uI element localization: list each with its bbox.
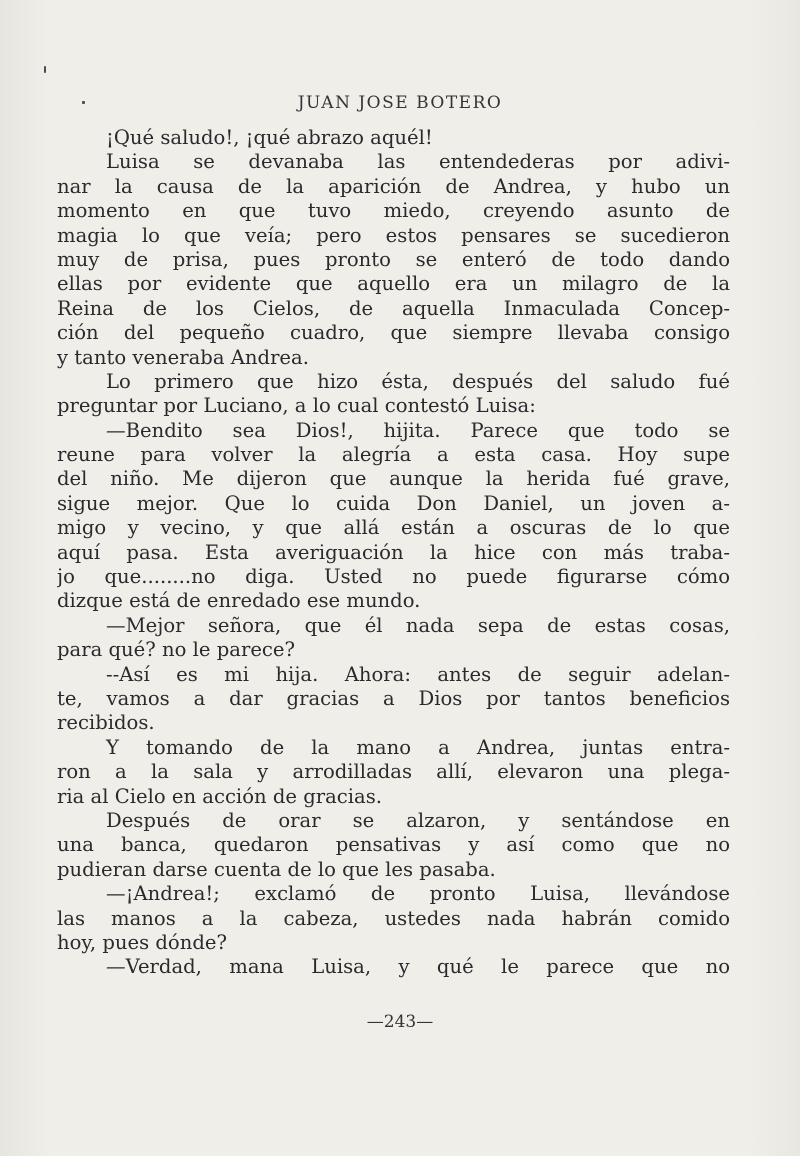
text-line: ellas por evidente que aquello era un milagro de la (57, 272, 730, 296)
running-head: JUAN JOSE BOTERO (297, 93, 503, 113)
text-line: para qué? no le parece? (57, 638, 295, 662)
text-line: Y tomando de la mano a Andrea, juntas entra- (106, 735, 730, 759)
text-line: recibidos. (57, 711, 155, 735)
text-line: Lo primero que hizo ésta, después del saludo fué (106, 369, 730, 393)
text-line: ria al Cielo en acción de gracias. (57, 784, 383, 808)
ink-speck (44, 66, 46, 73)
text-line: dizque está de enredado ese mundo. (57, 589, 421, 613)
text-line: --Así es mi hija. Ahora: antes de seguir adelan- (106, 662, 730, 686)
text-line: —Verdad, mana Luisa, y qué le parece que no (106, 955, 730, 979)
text-line: nar la causa de la aparición de Andrea, y hubo un (57, 174, 730, 198)
text-line: muy de prisa, pues pronto se enteró de todo dando (57, 247, 730, 271)
text-line: ron a la sala y arrodilladas allí, elevaron una plega- (57, 760, 730, 784)
text-line: aquí pasa. Esta averiguación la hice con más traba- (57, 540, 730, 564)
text-line: una banca, quedaron pensativas y así como que no (57, 833, 730, 857)
body-text (57, 126, 730, 980)
text-line: Reina de los Cielos, de aquella Inmaculada Concep- (57, 296, 730, 320)
text-line: y tanto veneraba Andrea. (57, 345, 309, 369)
text-line: —Bendito sea Dios!, hijita. Parece que todo se (106, 418, 730, 442)
page-number: —243— (366, 1012, 434, 1032)
text-line: sigue mejor. Que lo cuida Don Daniel, un joven a- (57, 491, 730, 515)
text-line: reune para volver la alegría a esta casa. Hoy supe (57, 443, 730, 467)
text-line: ¡Qué saludo!, ¡qué abrazo aquél! (106, 126, 433, 149)
text-line: te, vamos a dar gracias a Dios por tantos beneficios (57, 686, 730, 710)
text-line: momento en que tuvo miedo, creyendo asunto de (57, 199, 730, 223)
text-line: migo y vecino, y que allá están a oscuras de lo que (57, 516, 730, 540)
text-line: —Mejor señora, que él nada sepa de estas cosas, (106, 613, 730, 637)
text-line: magia lo que veía; pero estos pensares se sucedieron (57, 223, 730, 247)
text-line: Luisa se devanaba las entendederas por adivi- (106, 150, 730, 174)
text-line: pudieran darse cuenta de lo que les pasaba. (57, 857, 496, 881)
text-line: Después de orar se alzaron, y sentándose en (106, 808, 730, 832)
text-line: del niño. Me dijeron que aunque la herida fué grave, (57, 467, 730, 491)
text-line: preguntar por Luciano, a lo cual contestó Luisa: (57, 394, 536, 418)
text-line: —¡Andrea!; exclamó de pronto Luisa, llevándose (106, 882, 730, 906)
text-line: ción del pequeño cuadro, que siempre llevaba consigo (57, 321, 730, 345)
text-line: hoy, pues dónde? (57, 930, 227, 954)
text-line: las manos a la cabeza, ustedes nada habrán comido (57, 906, 730, 930)
text-line: jo que........no diga. Usted no puede figurarse cómo (57, 565, 730, 589)
